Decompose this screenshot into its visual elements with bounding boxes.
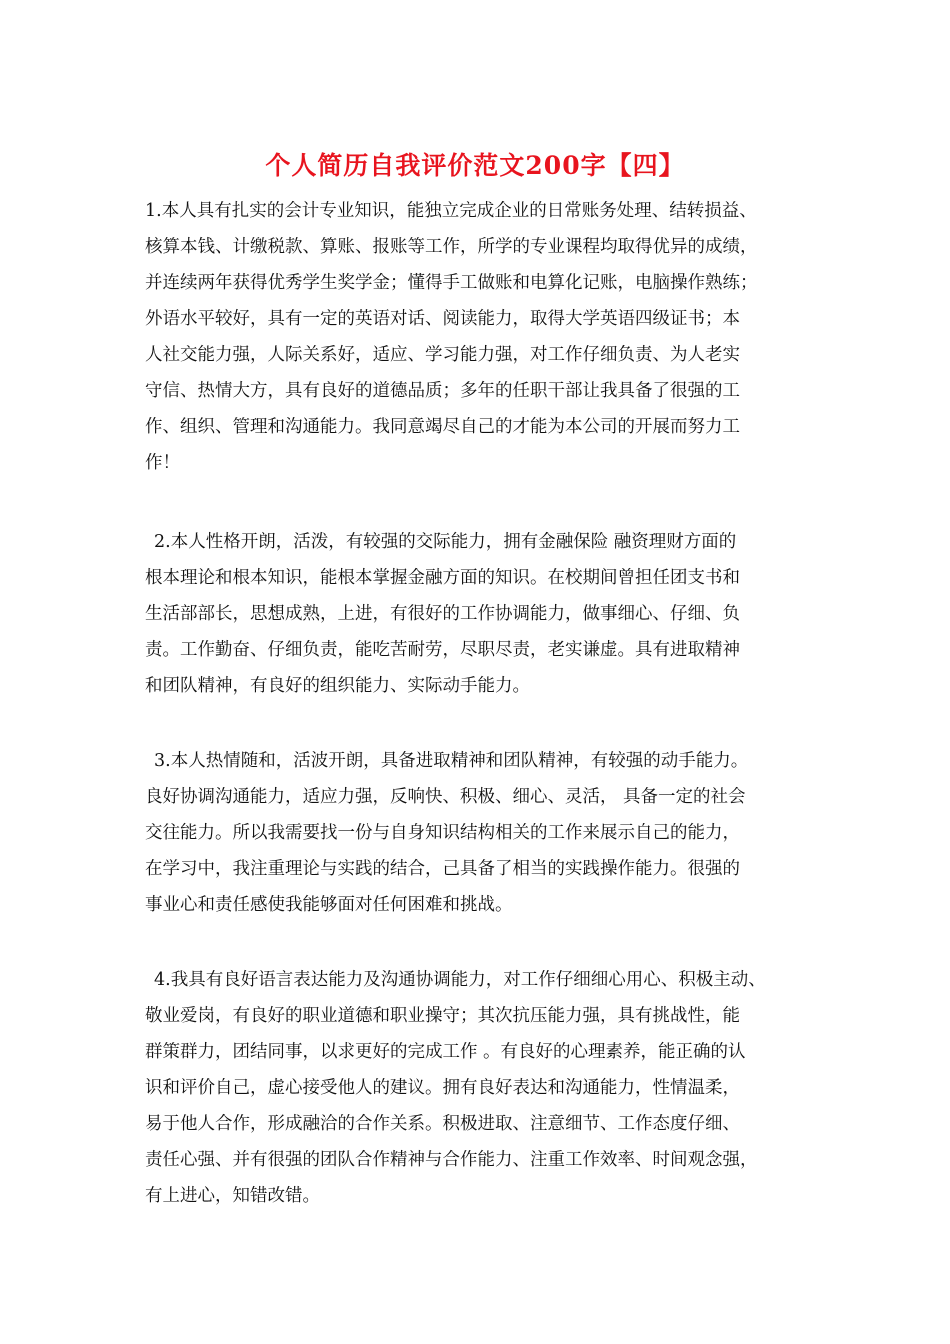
paragraph-line: 良好协调沟通能力，适应力强，反响快、积极、细心、灵活， 具备一定的社会 — [145, 787, 746, 807]
paragraph-line: 识和评价自己，虚心接受他人的建议。拥有良好表达和沟通能力，性情温柔， — [145, 1078, 740, 1098]
paragraph-line: 交往能力。所以我需要找一份与自身知识结构相关的工作来展示自己的能力， — [145, 823, 740, 843]
paragraph-line: 事业心和责任感使我能够面对任何困难和挑战。 — [145, 895, 513, 915]
paragraph-line: 并连续两年获得优秀学生奖学金；懂得手工做账和电算化记账，电脑操作熟练； — [145, 273, 758, 293]
paragraph-line: 责。工作勤奋、仔细负责，能吃苦耐劳，尽职尽责，老实谦虚。具有进取精神 — [145, 640, 740, 660]
paragraph-line: 责任心强、并有很强的团队合作精神与合作能力、注重工作效率、时间观念强， — [145, 1150, 758, 1170]
paragraph-line: 3.本人热情随和，活波开朗，具备进取精神和团队精神，有较强的动手能力。 — [154, 751, 749, 771]
paragraph-line: 4.我具有良好语言表达能力及沟通协调能力，对工作仔细细心用心、积极主动、 — [154, 970, 766, 990]
paragraph-line: 守信、热情大方，具有良好的道德品质；多年的任职干部让我具备了很强的工 — [145, 381, 740, 401]
paragraph-line: 外语水平较好，具有一定的英语对话、阅读能力，取得大学英语四级证书；本 — [145, 309, 740, 329]
paragraph-3 — [145, 743, 825, 923]
paragraph-line: 和团队精神，有良好的组织能力、实际动手能力。 — [145, 676, 530, 696]
paragraph-2 — [145, 524, 825, 704]
paragraph-line: 作、组织、管理和沟通能力。我同意竭尽自己的才能为本公司的开展而努力工 — [145, 417, 740, 437]
paragraph-line: 群策群力，团结同事，以求更好的完成工作 。有良好的心理素养，能正确的认 — [145, 1042, 746, 1062]
paragraph-line: 易于他人合作，形成融洽的合作关系。积极进取、注意细节、工作态度仔细、 — [145, 1114, 740, 1134]
paragraph-line: 人社交能力强，人际关系好，适应、学习能力强，对工作仔细负责、为人老实 — [145, 345, 740, 365]
paragraph-line: 核算本钱、计缴税款、算账、报账等工作，所学的专业课程均取得优异的成绩， — [145, 237, 758, 257]
paragraph-line: 根本理论和根本知识，能根本掌握金融方面的知识。在校期间曾担任团支书和 — [145, 568, 740, 588]
paragraph-1 — [145, 193, 825, 481]
paragraph-line: 作！ — [145, 453, 180, 473]
paragraph-line: 有上进心，知错改错。 — [145, 1186, 320, 1206]
paragraph-line: 敬业爱岗，有良好的职业道德和职业操守；其次抗压能力强，具有挑战性，能 — [145, 1006, 740, 1026]
paragraph-line: 生活部部长，思想成熟，上进，有很好的工作协调能力，做事细心、仔细、负 — [145, 604, 740, 624]
paragraph-4 — [145, 962, 825, 1214]
document-title: 个人简历自我评价范文200字【四】 — [265, 151, 685, 180]
paragraph-line: 在学习中，我注重理论与实践的结合，己具备了相当的实践操作能力。很强的 — [145, 859, 740, 879]
paragraph-line: 2.本人性格开朗，活泼，有较强的交际能力，拥有金融保险 融资理财方面的 — [154, 532, 737, 552]
paragraph-line: 1.本人具有扎实的会计专业知识，能独立完成企业的日常账务处理、结转损益、 — [145, 201, 757, 221]
